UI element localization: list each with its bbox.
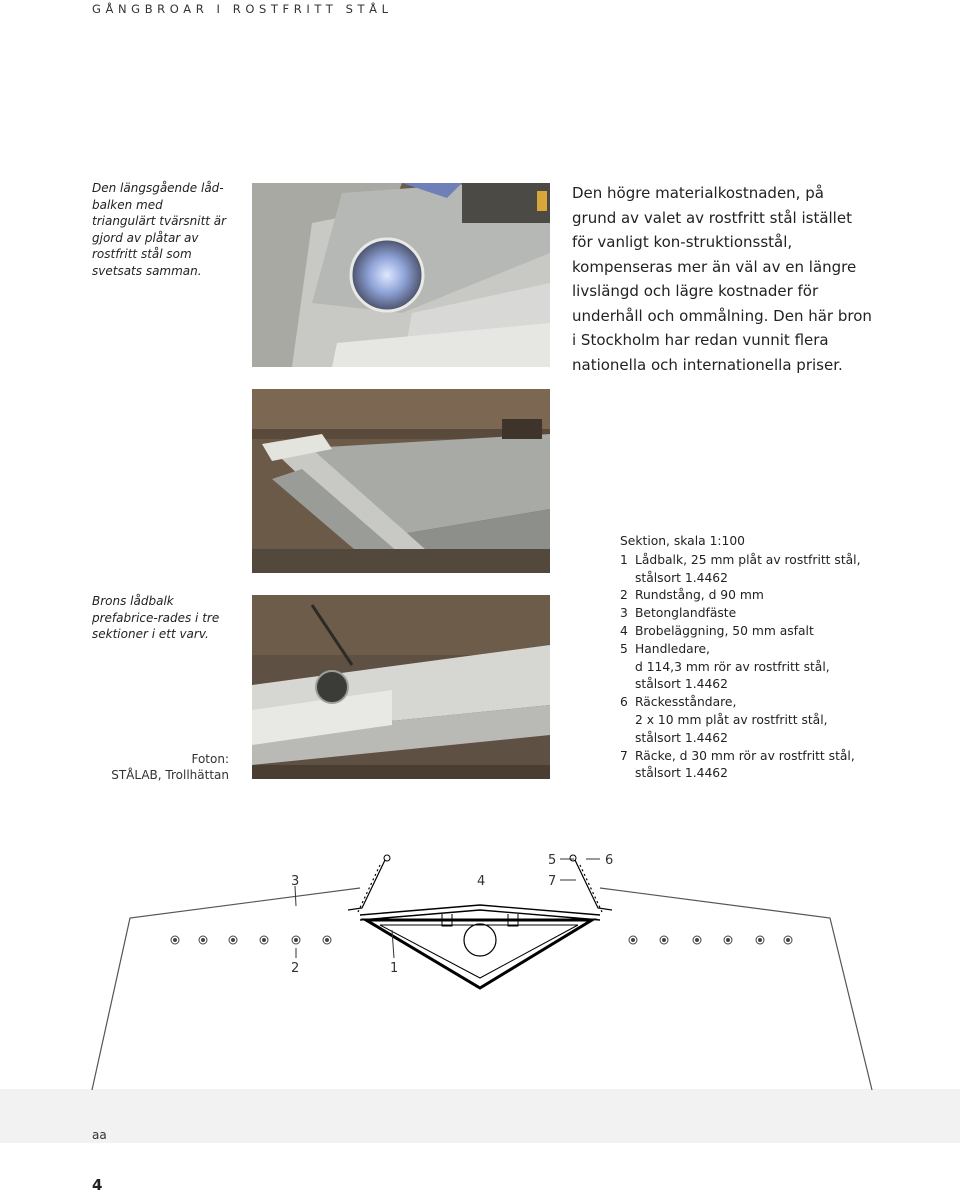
- girder-hole: [464, 924, 496, 956]
- legend-item-text: Brobeläggning, 50 mm asfalt: [635, 623, 814, 638]
- legend-item: [620, 623, 920, 641]
- drawing-label-7: 7: [548, 874, 557, 889]
- legend-title: Sektion, skala 1:100: [620, 534, 746, 548]
- body-paragraph: Den högre materialkostnaden, på grund av valet av rostfritt stål istället för vanligt kon-struktionsstål, kompenseras mer än väl av en längre livslängd och lägre kostnader för underhåll och ommålning. Den här bron i Stockholm har redan vunnit flera nationella och internationella priser.: [572, 184, 872, 374]
- photo-welded-box-girder: [252, 183, 550, 367]
- bridge-section-drawing: [0, 840, 960, 1100]
- legend-item: [620, 587, 920, 605]
- section-legend: [620, 533, 920, 783]
- drawing-label-5: 5: [548, 853, 557, 868]
- soffit-line-right: [600, 888, 872, 1090]
- footer-marker: aa: [92, 1128, 107, 1142]
- caption-top: Den längsgående låd-balken med triangulärt tvärsnitt är gjord av plåtar av rostfritt stål som svetsats samman.: [92, 181, 227, 278]
- legend-item: [620, 641, 920, 694]
- legend-item-text: stålsort 1.4462: [635, 766, 728, 781]
- legend-item-text: stålsort 1.4462: [635, 570, 728, 585]
- legend-item-text: Betonglandfäste: [635, 606, 737, 621]
- photo-girder-workshop-1: [252, 389, 550, 573]
- legend-item-number: 3: [620, 606, 628, 621]
- round-bars-row: [171, 936, 792, 944]
- drawing-label-3: 3: [291, 874, 300, 889]
- legend-item-number: 5: [620, 641, 628, 656]
- soffit-line-left: [92, 888, 360, 1090]
- legend-item-text: stålsort 1.4462: [635, 730, 728, 745]
- legend-item-text: Rundstång, d 90 mm: [635, 588, 764, 603]
- caption-middle: Brons lådbalk prefabrice-rades i tre sektioner i ett varv.: [92, 594, 220, 641]
- drawing-label-6: 6: [605, 853, 614, 868]
- legend-item-number: 7: [620, 748, 628, 763]
- railing-left: [348, 860, 385, 910]
- legend-item-text: 2 x 10 mm plåt av rostfritt stål,: [635, 712, 828, 727]
- running-header: GÅNGBROAR I ROSTFRITT STÅL: [92, 2, 393, 16]
- legend-item: [620, 748, 920, 784]
- drawing-label-2: 2: [291, 961, 300, 976]
- legend-item-number: 4: [620, 623, 628, 638]
- legend-item: [620, 694, 920, 747]
- legend-item: [620, 605, 920, 623]
- legend-item-text: Handledare,: [635, 641, 710, 656]
- photo-credit-line: Foton:: [191, 752, 229, 766]
- legend-item-text: Lådbalk, 25 mm plåt av rostfritt stål,: [635, 552, 861, 567]
- drawing-label-1: 1: [390, 961, 399, 976]
- legend-item: [620, 552, 920, 588]
- photo-credit: [92, 751, 229, 783]
- photo-girder-workshop-2: [252, 595, 550, 779]
- photo-credit-line: STÅLAB, Trollhättan: [111, 768, 229, 782]
- legend-item-text: stålsort 1.4462: [635, 677, 728, 692]
- drawing-label-4: 4: [477, 874, 486, 889]
- legend-item-text: Räcke, d 30 mm rör av rostfritt stål,: [635, 748, 855, 763]
- page-number: 4: [92, 1176, 103, 1194]
- legend-item-number: 2: [620, 588, 628, 603]
- legend-item-number: 1: [620, 552, 628, 567]
- legend-item-text: Räckesståndare,: [635, 695, 737, 710]
- legend-item-text: d 114,3 mm rör av rostfritt stål,: [635, 659, 830, 674]
- legend-item-number: 6: [620, 695, 628, 710]
